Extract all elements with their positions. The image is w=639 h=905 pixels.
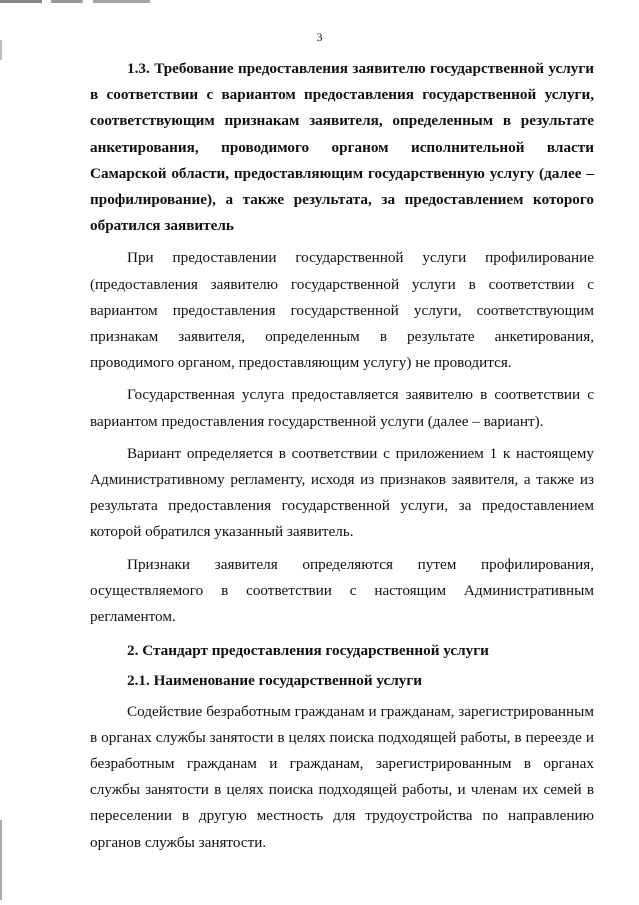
section-heading-2-1: 2.1. Наименование государственной услуги bbox=[127, 672, 423, 690]
paragraph-variant-determination: Вариант определяется в соответствии с приложением 1 к настоящему Административному регламенту, исходя из признаков заявителя, а также из результата предоставления государственной услуги, за предоставлением которой обратился указанный заявитель. bbox=[90, 444, 594, 541]
section-heading-1-3: 1.3. Требование предоставления заявителю государственной услуги в соответствии с вариантом предоставления государственной услуги, соответствующим признакам заявителя, определенным в результате анкетирования, проводимого органом исполнительной власти Самарской области, предоставляющим государственную услугу (далее – профилирование), а также результата, за предоставлением которого обратился заявитель bbox=[90, 60, 594, 235]
paragraph-service-variant: Государственная услуга предоставляется заявителю в соответствии с вариантом предоставления государственной услуги (далее – вариант). bbox=[90, 386, 594, 430]
paragraph-profiling: При предоставлении государственной услуги профилирование (предоставления заявителю государственной услуги в соответствии с вариантом предоставления государственной услуги, соответствующим признакам заявителя, определенным в результате анкетирования, проводимого органом, предоставляющим услугу) не проводится. bbox=[90, 249, 594, 372]
page-number: 3 bbox=[316, 30, 323, 44]
scan-edge-artifact bbox=[0, 0, 150, 3]
paragraph-applicant-attributes: Признаки заявителя определяются путем профилирования, осуществляемого в соответствии с настоящим Административным регламентом. bbox=[90, 555, 594, 626]
paragraph-service-name: Содействие безработным гражданам и гражданам, зарегистрированным в органах службы занятости в целях поиска подходящей работы, в переезде и безработным гражданам и гражданам, зарегистрированным в органах службы занятости в целях поиска подходящей работы, и членам их семей в переселении в другую местность для трудоустройства по направлению органов службы занятости. bbox=[90, 702, 594, 851]
scan-edge-artifact-left bbox=[0, 0, 2, 905]
section-heading-2: 2. Стандарт предоставления государственной услуги bbox=[127, 642, 489, 660]
document-body bbox=[90, 56, 594, 856]
